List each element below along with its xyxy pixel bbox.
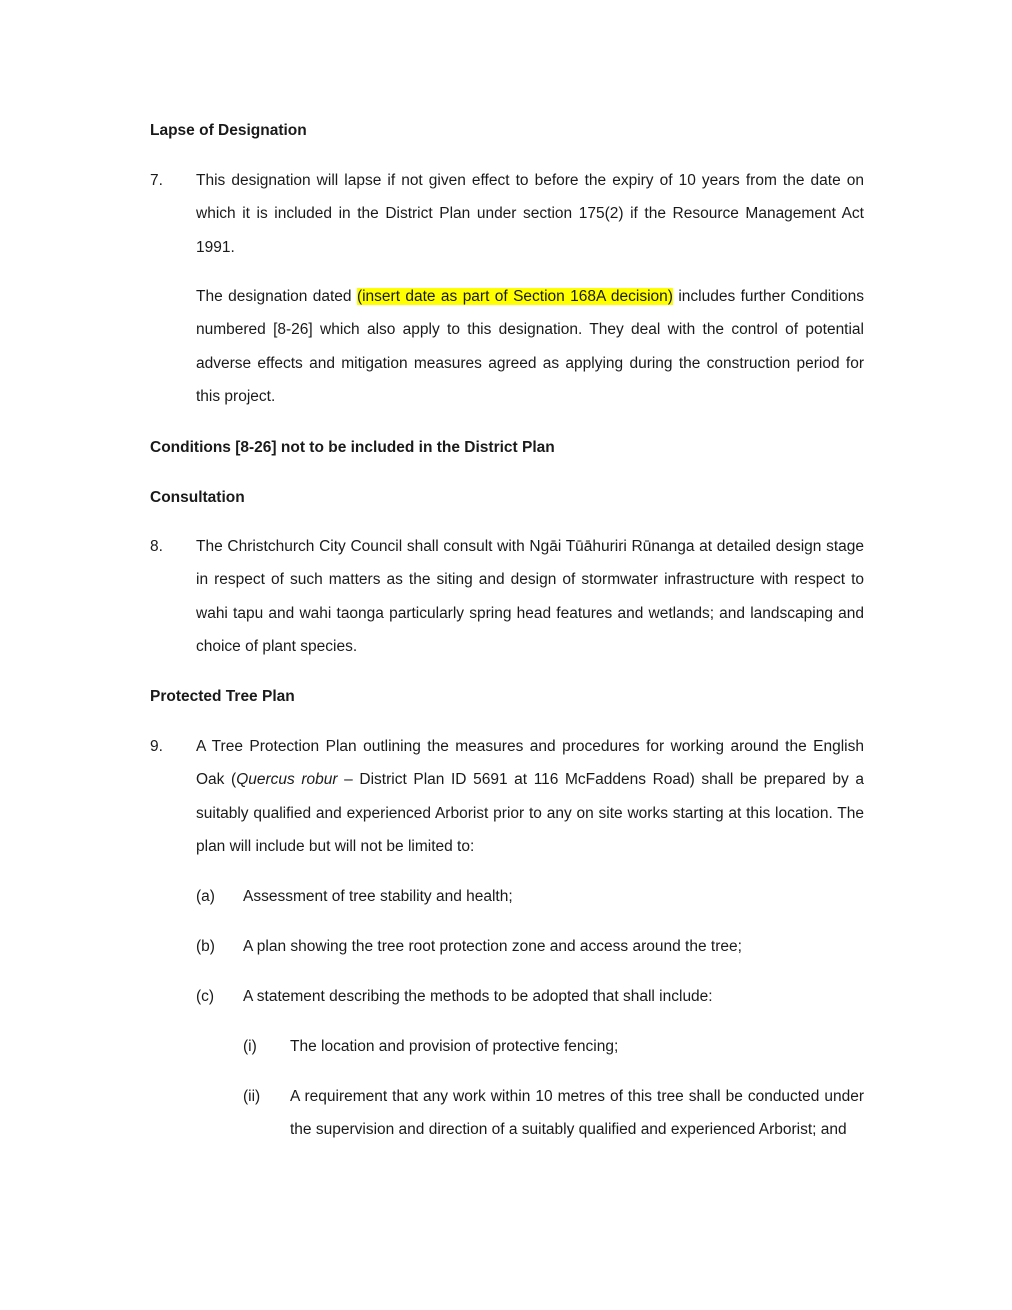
item-9-species-italic: Quercus robur bbox=[236, 771, 338, 789]
heading-protected-tree-plan: Protected Tree Plan bbox=[150, 688, 295, 705]
sub-i-text: The location and provision of protective fencing; bbox=[290, 1038, 619, 1055]
item-9-text-before: A Tree Protection Plan outlining the measures and procedures for working around the English Oak ( bbox=[196, 738, 864, 789]
item-7-number: 7. bbox=[150, 172, 163, 189]
sub-b-text: A plan showing the tree root protection zone and access around the tree; bbox=[243, 938, 742, 955]
sub-c-number: (c) bbox=[196, 988, 215, 1005]
heading-lapse-of-designation: Lapse of Designation bbox=[150, 122, 307, 139]
item-9-text bbox=[196, 730, 864, 863]
sub-a-text: Assessment of tree stability and health; bbox=[243, 888, 513, 905]
item-7-followup-paragraph bbox=[196, 280, 864, 413]
followup-text-after: includes further Conditions numbered [8-26] which also apply to this designation. They deal with the control of potential adverse effects and mitigation measures agreed as applying during the construction period for this project. bbox=[196, 288, 864, 405]
sub-c-text: A statement describing the methods to be adopted that shall include: bbox=[243, 988, 713, 1005]
item-8-number: 8. bbox=[150, 538, 163, 555]
heading-conditions-not-included: Conditions [8-26] not to be included in the District Plan bbox=[150, 439, 555, 456]
sub-ii-text: A requirement that any work within 10 metres of this tree shall be conducted under the supervision and direction of a suitably qualified and experienced Arborist; and bbox=[290, 1088, 864, 1139]
heading-consultation: Consultation bbox=[150, 489, 245, 506]
followup-text-before: The designation dated bbox=[196, 288, 357, 305]
sub-i-number: (i) bbox=[243, 1038, 257, 1055]
item-8-text: The Christchurch City Council shall consult with Ngāi Tūāhuriri Rūnanga at detailed design stage in respect of such matters as the siting and design of stormwater infrastructure with respect to wahi tapu and wahi taonga particularly spring head features and wetlands; and landscaping and choice of plant species. bbox=[196, 538, 864, 655]
sub-a-number: (a) bbox=[196, 888, 215, 905]
sub-ii-number: (ii) bbox=[243, 1088, 261, 1105]
item-9-number: 9. bbox=[150, 738, 163, 755]
sub-b-number: (b) bbox=[196, 938, 215, 955]
item-9-text-after: – District Plan ID 5691 at 116 McFaddens Road) shall be prepared by a suitably qualified and experienced Arborist prior to any on site works starting at this location. The plan will include but will not be limited to: bbox=[196, 771, 864, 855]
followup-highlight: (insert date as part of Section 168A decision) bbox=[356, 288, 673, 305]
item-7-text: This designation will lapse if not given effect to before the expiry of 10 years from the date on which it is included in the District Plan under section 175(2) if the Resource Management Act 1991. bbox=[196, 172, 864, 256]
